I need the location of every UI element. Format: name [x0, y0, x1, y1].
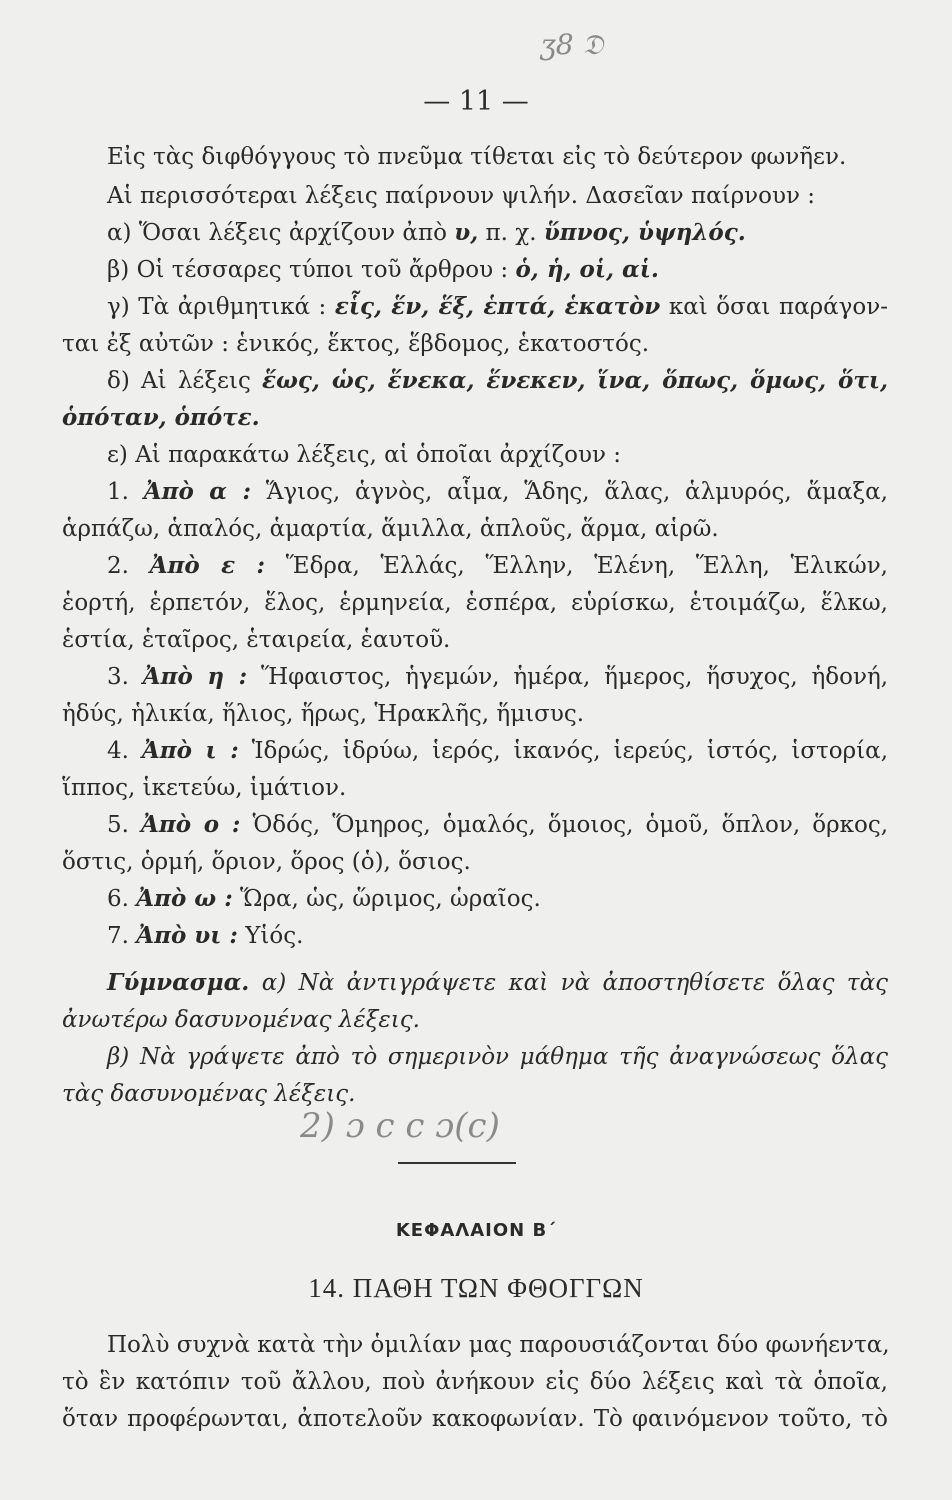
text-line: ὅστις, ὁρμή, ὅριον, ὅρος (ὁ), ὅσιος. — [62, 849, 471, 875]
list-item: 7. Ἀπὸ υι : Υἱός. — [107, 922, 304, 949]
text-line: β) Οἱ τέσσαρες τύποι τοῦ ἄρθρου : ὁ, ἡ, οἱ, αἱ. — [107, 256, 659, 283]
text-line: ε) Αἱ παρακάτω λέξεις, αἱ ὁποῖαι ἀρχίζουν : — [107, 442, 622, 468]
list-item: 5. Ἀπὸ ο : Ὁδός, Ὅμηρος, ὁμαλός, ὅμοιος, ὁμοῦ, ὅπλον, ὅρκος, — [107, 811, 889, 838]
list-item: 4. Ἀπὸ ι : Ἱδρώς, ἱδρύω, ἱερός, ἱκανός, ἱερεύς, ἱστός, ἱστορία, — [107, 737, 889, 764]
paragraph-line: ὅταν προφέρωνται, ἀποτελοῦν κακοφωνίαν. Τὸ φαινόμενον τοῦτο, τὸ — [62, 1406, 888, 1432]
list-item: 6. Ἀπὸ ω : Ὥρα, ὡς, ὥριμος, ὡραῖος. — [107, 885, 541, 912]
section-title: 14. ΠΑΘΗ ΤΩΝ ΦΘΟΓΓΩΝ — [308, 1273, 644, 1303]
text-line: ὁπόταν, ὁπότε. — [62, 404, 260, 431]
text-line: ἑορτή, ἑρπετόν, ἕλος, ἑρμηνεία, ἑσπέρα, εὑρίσκω, ἑτοιμάζω, ἕλκω, — [62, 590, 888, 616]
text-line: β) Νὰ γράψετε ἀπὸ τὸ σημερινὸν μάθημα τῆς ἀναγνώσεως ὅλας — [107, 1044, 888, 1070]
page-number: — 11 — — [423, 86, 529, 117]
text-line: α) Ὅσαι λέξεις ἀρχίζουν ἀπὸ υ, π. χ. ὕπνος, ὑψηλός. — [107, 219, 746, 246]
text-line: Αἱ περισσότεραι λέξεις παίρνουν ψιλήν. Δασεῖαν παίρνουν : — [107, 183, 816, 209]
text-line: ἀνωτέρω δασυνομένας λέξεις. — [62, 1007, 420, 1033]
text-line: Εἰς τὰς διφθόγγους τὸ πνεῦμα τίθεται εἰς τὸ δεύτερον φωνῆεν. — [107, 144, 847, 170]
text-line: ἁρπάζω, ἁπαλός, ἁμαρτία, ἅμιλλα, ἁπλοῦς, ἅρμα, αἱρῶ. — [62, 516, 719, 542]
text-line: ἡδύς, ἡλικία, ἥλιος, ἥρως, Ἡρακλῆς, ἥμισυς. — [62, 701, 585, 727]
list-item: 2. Ἀπὸ ε : Ἕδρα, Ἑλλάς, Ἕλλην, Ἑλένη, Ἕλλη, Ἑλικών, — [107, 552, 888, 579]
chapter-title: ΚΕΦΑΛΑΙΟΝ Β΄ — [395, 1220, 557, 1241]
text-line: ἑστία, ἑταῖρος, ἑταιρεία, ἑαυτοῦ. — [62, 627, 451, 653]
text-line: γ) Τὰ ἀριθμητικά : εἷς, ἕν, ἕξ, ἑπτά, ἑκατὸν καὶ ὅσαι παράγον- — [107, 293, 889, 320]
exercise-heading: Γύμνασμα. α) Νὰ ἀντιγράψετε καὶ νὰ ἀποστηθίσετε ὅλας τὰς — [107, 969, 889, 996]
text-line: ἵππος, ἱκετεύω, ἱμάτιον. — [62, 775, 347, 801]
section-divider — [398, 1162, 516, 1164]
paragraph-line: Πολὺ συχνὰ κατὰ τὴν ὁμιλίαν μας παρουσιάζονται δύο φωνήεντα, — [107, 1332, 890, 1358]
text-line: τὰς δασυνομένας λέξεις. — [62, 1081, 356, 1107]
handwritten-note-top: ʒ8 𝔇 — [540, 28, 604, 61]
handwritten-note-bottom: 2) ɔ c c ɔ(c) — [300, 1106, 500, 1146]
text-line: ται ἐξ αὐτῶν : ἑνικός, ἕκτος, ἕβδομος, ἑκατοστός. — [62, 331, 650, 357]
list-item: 3. Ἀπὸ η : Ἥφαιστος, ἡγεμών, ἡμέρα, ἥμερος, ἥσυχος, ἡδονή, — [107, 663, 889, 690]
list-item: 1. Ἀπὸ α : Ἅγιος, ἁγνὸς, αἷμα, Ἅδης, ἅλας, ἁλμυρός, ἅμαξα, — [107, 478, 888, 505]
text-line: δ) Αἱ λέξεις ἕως, ὡς, ἕνεκα, ἕνεκεν, ἵνα, ὅπως, ὅμως, ὅτι, — [107, 367, 888, 394]
paragraph-line: τὸ ἓν κατόπιν τοῦ ἄλλου, ποὺ ἀνήκουν εἰς δύο λέξεις καὶ τὰ ὁποῖα, — [62, 1369, 888, 1395]
